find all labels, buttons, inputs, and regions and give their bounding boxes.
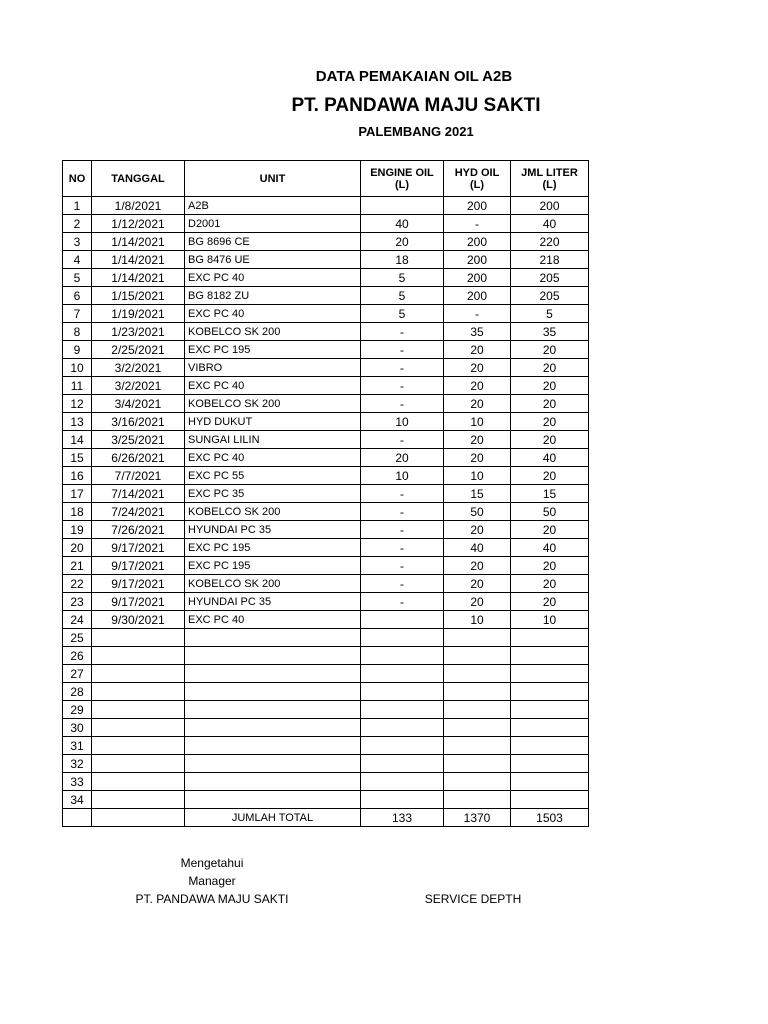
column-header-unit: UNIT xyxy=(185,161,361,197)
cell-unit: KOBELCO SK 200 xyxy=(185,575,361,593)
cell-tanggal xyxy=(92,791,185,809)
cell-jml-liter: 205 xyxy=(511,269,589,287)
table-row xyxy=(63,287,589,305)
table-row xyxy=(63,395,589,413)
cell-no: 3 xyxy=(63,233,92,251)
table-row xyxy=(63,701,589,719)
cell-hyd-oil xyxy=(444,791,511,809)
cell-jml-liter: 20 xyxy=(511,359,589,377)
table-row xyxy=(63,755,589,773)
cell-tanggal xyxy=(92,683,185,701)
cell-engine-oil: - xyxy=(361,395,444,413)
cell-unit xyxy=(185,701,361,719)
cell-jml-liter: 220 xyxy=(511,233,589,251)
cell-engine-oil xyxy=(361,755,444,773)
cell-tanggal: 2/25/2021 xyxy=(92,341,185,359)
cell-engine-oil: - xyxy=(361,377,444,395)
table-row xyxy=(63,341,589,359)
cell-jml-liter: 200 xyxy=(511,197,589,215)
cell-jml-liter: 20 xyxy=(511,467,589,485)
signature-company: PT. PANDAWA MAJU SAKTI xyxy=(135,892,289,906)
cell-engine-oil xyxy=(361,647,444,665)
cell-hyd-oil: 10 xyxy=(444,413,511,431)
table-row xyxy=(63,269,589,287)
cell-no: 14 xyxy=(63,431,92,449)
column-header-hyd-oil-label: HYD OIL xyxy=(454,166,500,179)
cell-hyd-oil: 40 xyxy=(444,539,511,557)
cell-no: 19 xyxy=(63,521,92,539)
table-row xyxy=(63,719,589,737)
cell-engine-oil xyxy=(361,737,444,755)
total-label: JUMLAH TOTAL xyxy=(185,809,361,827)
cell-engine-oil: - xyxy=(361,323,444,341)
cell-unit: EXC PC 40 xyxy=(185,269,361,287)
cell-unit xyxy=(185,683,361,701)
cell-hyd-oil: 20 xyxy=(444,557,511,575)
cell-no: 4 xyxy=(63,251,92,269)
cell-engine-oil: - xyxy=(361,593,444,611)
cell-unit: EXC PC 195 xyxy=(185,539,361,557)
cell-unit: EXC PC 195 xyxy=(185,557,361,575)
cell-jml-liter: 20 xyxy=(511,341,589,359)
column-header-hyd-oil-unit: (L) xyxy=(469,178,485,191)
cell-jml-liter xyxy=(511,701,589,719)
table-row xyxy=(63,449,589,467)
cell-unit: HYUNDAI PC 35 xyxy=(185,593,361,611)
cell-tanggal: 1/14/2021 xyxy=(92,251,185,269)
column-header-jml-liter xyxy=(511,161,589,197)
table-row xyxy=(63,467,589,485)
cell-unit: EXC PC 40 xyxy=(185,305,361,323)
cell-jml-liter: 5 xyxy=(511,305,589,323)
table-row xyxy=(63,557,589,575)
cell-engine-oil: - xyxy=(361,521,444,539)
cell-tanggal: 1/19/2021 xyxy=(92,305,185,323)
cell-engine-oil: 20 xyxy=(361,449,444,467)
cell-jml-liter xyxy=(511,647,589,665)
cell-engine-oil xyxy=(361,665,444,683)
cell-unit xyxy=(185,647,361,665)
table-row xyxy=(63,413,589,431)
cell-hyd-oil: 200 xyxy=(444,269,511,287)
cell-jml-liter: 20 xyxy=(511,395,589,413)
cell-hyd-oil: 20 xyxy=(444,431,511,449)
cell-hyd-oil xyxy=(444,683,511,701)
cell-hyd-oil xyxy=(444,737,511,755)
cell-unit xyxy=(185,665,361,683)
cell-engine-oil xyxy=(361,719,444,737)
table-row xyxy=(63,773,589,791)
column-header-tanggal: TANGGAL xyxy=(92,161,185,197)
cell-hyd-oil: 50 xyxy=(444,503,511,521)
cell-hyd-oil xyxy=(444,719,511,737)
cell-no: 25 xyxy=(63,629,92,647)
cell-no: 11 xyxy=(63,377,92,395)
cell-tanggal: 3/16/2021 xyxy=(92,413,185,431)
cell-engine-oil: 40 xyxy=(361,215,444,233)
total-jml-liter: 1503 xyxy=(511,809,589,827)
cell-no: 26 xyxy=(63,647,92,665)
cell-no: 24 xyxy=(63,611,92,629)
signature-service: SERVICE DEPTH xyxy=(424,892,522,906)
cell-hyd-oil: 35 xyxy=(444,323,511,341)
cell-no: 6 xyxy=(63,287,92,305)
cell-engine-oil xyxy=(361,611,444,629)
cell-jml-liter: 20 xyxy=(511,557,589,575)
cell-tanggal xyxy=(92,773,185,791)
cell-engine-oil xyxy=(361,701,444,719)
cell-tanggal: 9/17/2021 xyxy=(92,557,185,575)
table-row xyxy=(63,197,589,215)
cell-hyd-oil: 20 xyxy=(444,521,511,539)
cell-unit: VIBRO xyxy=(185,359,361,377)
cell-hyd-oil: 20 xyxy=(444,395,511,413)
cell-hyd-oil xyxy=(444,701,511,719)
table-row xyxy=(63,521,589,539)
cell-tanggal: 3/2/2021 xyxy=(92,359,185,377)
cell-no: 33 xyxy=(63,773,92,791)
cell-tanggal: 3/25/2021 xyxy=(92,431,185,449)
cell-no: 8 xyxy=(63,323,92,341)
cell-tanggal: 7/7/2021 xyxy=(92,467,185,485)
cell-engine-oil xyxy=(361,629,444,647)
cell-no: 2 xyxy=(63,215,92,233)
cell-engine-oil: - xyxy=(361,341,444,359)
cell-no: 17 xyxy=(63,485,92,503)
cell-tanggal xyxy=(92,665,185,683)
cell-hyd-oil: 200 xyxy=(444,233,511,251)
cell-unit: HYUNDAI PC 35 xyxy=(185,521,361,539)
cell-unit xyxy=(185,755,361,773)
cell-tanggal xyxy=(92,737,185,755)
cell-no: 30 xyxy=(63,719,92,737)
cell-engine-oil: 20 xyxy=(361,233,444,251)
cell-unit: BG 8182 ZU xyxy=(185,287,361,305)
cell-unit: BG 8476 UE xyxy=(185,251,361,269)
cell-unit xyxy=(185,629,361,647)
cell-engine-oil: 5 xyxy=(361,269,444,287)
table-row xyxy=(63,251,589,269)
cell-unit: EXC PC 40 xyxy=(185,611,361,629)
cell-no: 9 xyxy=(63,341,92,359)
cell-hyd-oil: - xyxy=(444,215,511,233)
table-body xyxy=(63,197,589,809)
cell-jml-liter: 218 xyxy=(511,251,589,269)
table-row xyxy=(63,629,589,647)
cell-tanggal xyxy=(92,701,185,719)
cell-unit xyxy=(185,791,361,809)
cell-tanggal: 1/14/2021 xyxy=(92,233,185,251)
cell-hyd-oil: 20 xyxy=(444,359,511,377)
cell-tanggal: 1/23/2021 xyxy=(92,323,185,341)
cell-no: 22 xyxy=(63,575,92,593)
cell-no: 12 xyxy=(63,395,92,413)
cell-tanggal xyxy=(92,719,185,737)
cell-unit: EXC PC 40 xyxy=(185,377,361,395)
cell-jml-liter: 40 xyxy=(511,449,589,467)
cell-engine-oil: 10 xyxy=(361,467,444,485)
cell-jml-liter xyxy=(511,629,589,647)
table-row xyxy=(63,215,589,233)
cell-jml-liter: 20 xyxy=(511,377,589,395)
cell-tanggal: 7/26/2021 xyxy=(92,521,185,539)
cell-tanggal: 6/26/2021 xyxy=(92,449,185,467)
cell-tanggal: 1/8/2021 xyxy=(92,197,185,215)
cell-unit: EXC PC 35 xyxy=(185,485,361,503)
total-no-cell xyxy=(63,809,92,827)
table-row xyxy=(63,593,589,611)
cell-no: 20 xyxy=(63,539,92,557)
cell-hyd-oil: 200 xyxy=(444,251,511,269)
table-row xyxy=(63,305,589,323)
cell-no: 27 xyxy=(63,665,92,683)
cell-jml-liter xyxy=(511,755,589,773)
cell-no: 15 xyxy=(63,449,92,467)
document-title: DATA PEMAKAIAN OIL A2B xyxy=(315,68,513,85)
cell-jml-liter: 50 xyxy=(511,503,589,521)
column-header-hyd-oil xyxy=(444,161,511,197)
cell-unit: EXC PC 55 xyxy=(185,467,361,485)
table-row xyxy=(63,575,589,593)
cell-tanggal xyxy=(92,647,185,665)
cell-engine-oil: - xyxy=(361,575,444,593)
cell-unit: SUNGAI LILIN xyxy=(185,431,361,449)
total-row xyxy=(63,809,589,827)
cell-engine-oil: - xyxy=(361,485,444,503)
cell-engine-oil: 5 xyxy=(361,287,444,305)
total-engine-oil: 133 xyxy=(361,809,444,827)
cell-no: 13 xyxy=(63,413,92,431)
cell-engine-oil: - xyxy=(361,557,444,575)
cell-no: 31 xyxy=(63,737,92,755)
cell-tanggal: 1/14/2021 xyxy=(92,269,185,287)
table-row xyxy=(63,431,589,449)
cell-no: 32 xyxy=(63,755,92,773)
cell-engine-oil: 10 xyxy=(361,413,444,431)
cell-no: 7 xyxy=(63,305,92,323)
cell-engine-oil: - xyxy=(361,503,444,521)
cell-unit xyxy=(185,773,361,791)
cell-unit: HYD DUKUT xyxy=(185,413,361,431)
city-year: PALEMBANG 2021 xyxy=(358,124,474,139)
cell-tanggal: 7/14/2021 xyxy=(92,485,185,503)
cell-jml-liter: 35 xyxy=(511,323,589,341)
cell-engine-oil xyxy=(361,197,444,215)
signature-known: Mengetahui xyxy=(180,856,244,870)
cell-hyd-oil xyxy=(444,755,511,773)
cell-hyd-oil xyxy=(444,773,511,791)
column-header-engine-oil-label: ENGINE OIL xyxy=(370,166,434,179)
cell-tanggal: 9/17/2021 xyxy=(92,593,185,611)
cell-unit xyxy=(185,737,361,755)
cell-tanggal: 9/17/2021 xyxy=(92,539,185,557)
cell-tanggal: 9/17/2021 xyxy=(92,575,185,593)
cell-hyd-oil: 20 xyxy=(444,341,511,359)
cell-unit: EXC PC 40 xyxy=(185,449,361,467)
table-row xyxy=(63,233,589,251)
table-row xyxy=(63,683,589,701)
cell-hyd-oil: 10 xyxy=(444,467,511,485)
table-row xyxy=(63,647,589,665)
cell-no: 1 xyxy=(63,197,92,215)
cell-tanggal: 7/24/2021 xyxy=(92,503,185,521)
column-header-engine-oil xyxy=(361,161,444,197)
cell-jml-liter: 20 xyxy=(511,413,589,431)
cell-hyd-oil: 20 xyxy=(444,377,511,395)
table-row xyxy=(63,539,589,557)
column-header-no: NO xyxy=(63,161,92,197)
cell-engine-oil xyxy=(361,683,444,701)
table-row xyxy=(63,323,589,341)
cell-no: 21 xyxy=(63,557,92,575)
cell-hyd-oil: 200 xyxy=(444,287,511,305)
cell-unit: KOBELCO SK 200 xyxy=(185,323,361,341)
cell-jml-liter: 20 xyxy=(511,521,589,539)
signature-manager: Manager xyxy=(188,874,236,888)
table-row xyxy=(63,359,589,377)
cell-tanggal: 1/15/2021 xyxy=(92,287,185,305)
company-name: PT. PANDAWA MAJU SAKTI xyxy=(291,95,541,116)
cell-jml-liter: 20 xyxy=(511,575,589,593)
cell-engine-oil: - xyxy=(361,539,444,557)
cell-tanggal: 3/2/2021 xyxy=(92,377,185,395)
cell-hyd-oil: 20 xyxy=(444,575,511,593)
cell-engine-oil: 18 xyxy=(361,251,444,269)
cell-unit xyxy=(185,719,361,737)
cell-no: 23 xyxy=(63,593,92,611)
column-header-engine-oil-unit: (L) xyxy=(394,178,410,191)
table-row xyxy=(63,665,589,683)
cell-unit: D2001 xyxy=(185,215,361,233)
cell-no: 18 xyxy=(63,503,92,521)
table-row xyxy=(63,611,589,629)
table-row xyxy=(63,791,589,809)
cell-jml-liter xyxy=(511,665,589,683)
total-tanggal-cell xyxy=(92,809,185,827)
cell-tanggal: 1/12/2021 xyxy=(92,215,185,233)
oil-usage-table xyxy=(62,160,589,827)
cell-tanggal xyxy=(92,755,185,773)
cell-engine-oil xyxy=(361,791,444,809)
cell-no: 16 xyxy=(63,467,92,485)
cell-no: 5 xyxy=(63,269,92,287)
cell-jml-liter: 20 xyxy=(511,593,589,611)
cell-jml-liter xyxy=(511,791,589,809)
cell-hyd-oil: 200 xyxy=(444,197,511,215)
cell-engine-oil: - xyxy=(361,431,444,449)
table-row xyxy=(63,737,589,755)
cell-jml-liter: 10 xyxy=(511,611,589,629)
cell-hyd-oil: 20 xyxy=(444,593,511,611)
cell-jml-liter: 40 xyxy=(511,539,589,557)
cell-jml-liter xyxy=(511,719,589,737)
cell-no: 29 xyxy=(63,701,92,719)
cell-no: 28 xyxy=(63,683,92,701)
cell-hyd-oil: 20 xyxy=(444,449,511,467)
cell-jml-liter xyxy=(511,773,589,791)
cell-jml-liter: 15 xyxy=(511,485,589,503)
cell-hyd-oil: 15 xyxy=(444,485,511,503)
cell-no: 34 xyxy=(63,791,92,809)
table-row xyxy=(63,503,589,521)
cell-hyd-oil xyxy=(444,647,511,665)
cell-engine-oil: 5 xyxy=(361,305,444,323)
cell-jml-liter: 40 xyxy=(511,215,589,233)
cell-hyd-oil xyxy=(444,629,511,647)
table-row xyxy=(63,485,589,503)
cell-jml-liter xyxy=(511,683,589,701)
cell-unit: EXC PC 195 xyxy=(185,341,361,359)
cell-jml-liter: 205 xyxy=(511,287,589,305)
column-header-jml-liter-label: JML LITER xyxy=(521,166,578,179)
cell-tanggal: 3/4/2021 xyxy=(92,395,185,413)
cell-hyd-oil: - xyxy=(444,305,511,323)
cell-engine-oil: - xyxy=(361,359,444,377)
cell-unit: KOBELCO SK 200 xyxy=(185,395,361,413)
table-header-row xyxy=(63,161,589,197)
cell-tanggal xyxy=(92,629,185,647)
cell-hyd-oil xyxy=(444,665,511,683)
column-header-jml-liter-unit: (L) xyxy=(542,178,557,191)
cell-tanggal: 9/30/2021 xyxy=(92,611,185,629)
total-hyd-oil: 1370 xyxy=(444,809,511,827)
cell-jml-liter: 20 xyxy=(511,431,589,449)
cell-jml-liter xyxy=(511,737,589,755)
cell-unit: BG 8696 CE xyxy=(185,233,361,251)
cell-no: 10 xyxy=(63,359,92,377)
cell-unit: A2B xyxy=(185,197,361,215)
table-row xyxy=(63,377,589,395)
cell-hyd-oil: 10 xyxy=(444,611,511,629)
cell-engine-oil xyxy=(361,773,444,791)
cell-unit: KOBELCO SK 200 xyxy=(185,503,361,521)
